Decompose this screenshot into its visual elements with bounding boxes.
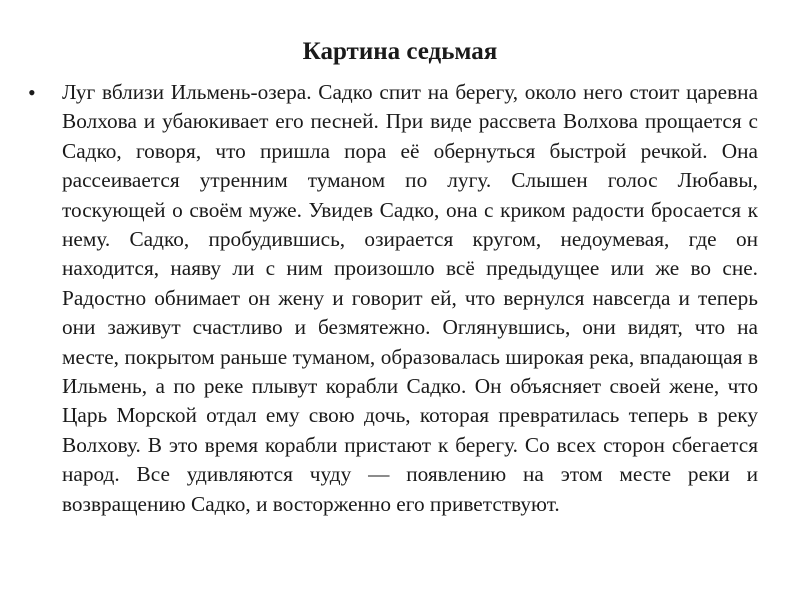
- slide-title: Картина седьмая: [302, 38, 498, 65]
- bullet-marker-icon: •: [28, 80, 36, 105]
- bullet-list: [28, 78, 758, 519]
- bullet-paragraph: Луг вблизи Ильмень-озера. Садко спит на берегу, около него стоит царевна Волхова и убаюкивает его песней. При виде рассвета Волхова прощается с Садко, говоря, что пришла пора её обернуться быстрой речкой. Она рассеивается утренним туманом по лугу. Слышен голос Любавы, тоскующей о своём муже. Увидев Садко, она с криком радости бросается к нему. Садко, пробудившись, озирается кругом, недоумевая, где он находится, наяву ли с ним произошло всё предыдущее или же во сне. Радостно обнимает он жену и говорит ей, что вернулся навсегда и теперь они заживут счастливо и безмятежно. Оглянувшись, они видят, что на месте, покрытом раньше туманом, образовалась широкая река, впадающая в Ильмень, а по реке плывут корабли Садко. Он объясняет своей жене, что Царь Морской отдал ему свою дочь, которая превратилась теперь в реку Волхову. В это время корабли пристают к берегу. Со всех сторон сбегается народ. Все удивляются чуду — появлению на этом месте реки и возвращению Садко, и восторженно его приветствуют.: [62, 80, 758, 516]
- bullet-item: [28, 78, 758, 519]
